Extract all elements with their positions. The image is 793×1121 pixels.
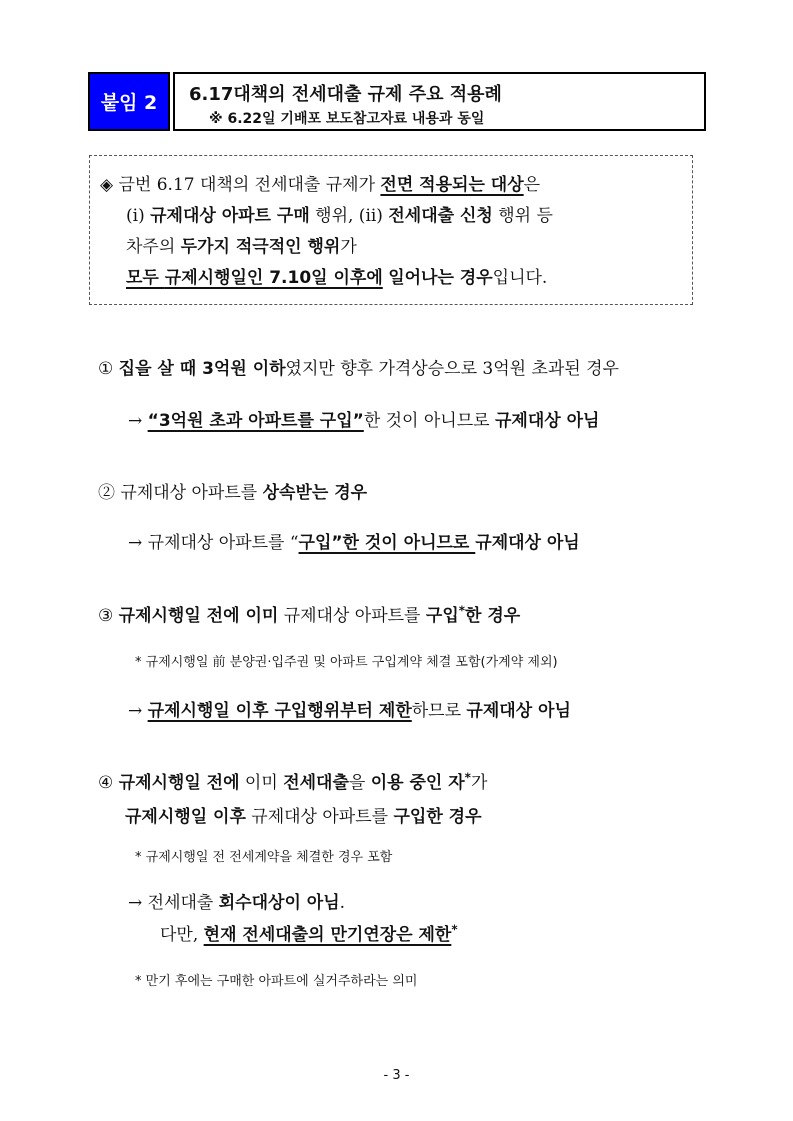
summary-text: 차주의 (126, 237, 181, 257)
case-text: 규제대상 아파트를 (278, 606, 426, 626)
summary-emphasis: 전면 적용되는 대상 (380, 175, 524, 195)
footnote-marker: * (451, 922, 458, 937)
case-4-footnote-2: * 만기 후에는 구매한 아파트에 실거주하라는 의미 (135, 974, 418, 989)
case-text: 가 (470, 773, 488, 793)
case-1-result (128, 406, 599, 431)
page-number: - 3 - (383, 1068, 410, 1083)
summary-box (89, 155, 693, 305)
summary-emphasis: 두가지 적극적인 행위 (180, 237, 341, 257)
case-text: 규제대상 아파트를 (245, 807, 394, 827)
case-2-heading (98, 478, 367, 503)
case-number: ② (98, 483, 115, 503)
case-emphasis: 상속받는 경우 (262, 483, 368, 503)
right-arrow-icon: → (128, 893, 143, 913)
case-3-footnote: * 규제시행일 前 분양권·입주권 및 아파트 구입계약 체결 포함(가계약 제외) (135, 655, 558, 670)
case-4-result-line-2 (160, 920, 458, 945)
case-text: 을 (348, 773, 371, 793)
case-3-result (128, 696, 571, 721)
case-text: 전세대출 (147, 893, 219, 913)
case-emphasis: 규제시행일 이후 구입행위부터 제한 (147, 701, 412, 721)
summary-line-2 (100, 201, 692, 232)
summary-emphasis: 일어나는 경우 (388, 268, 493, 288)
summary-text: 행위, (ii) (309, 206, 389, 226)
case-2-result (128, 528, 580, 553)
case-4-footnote-1: * 규제시행일 전 전세계약을 체결한 경우 포함 (135, 850, 393, 865)
attachment-badge: 붙임 2 (88, 72, 170, 131)
case-verdict: 규제대상 아님 (466, 701, 571, 721)
summary-text: 입니다. (492, 268, 548, 288)
case-emphasis: 규제시행일 전에 이미 (118, 606, 279, 626)
case-verdict: 규제대상 아님 (494, 411, 600, 431)
diamond-bullet-icon: ◈ (100, 175, 114, 195)
case-emphasis: 구입 (425, 606, 459, 626)
summary-line-4 (100, 263, 692, 294)
case-text: 였지만 향후 가격상승으로 3억원 초과된 경우 (285, 359, 619, 379)
case-emphasis: 규제시행일 전에 (118, 773, 240, 793)
case-number: ③ (98, 606, 114, 626)
summary-text: 은 (523, 175, 541, 195)
case-emphasis: 전세대출 (283, 773, 349, 793)
footnote-marker: * (464, 770, 471, 785)
case-3-heading (98, 601, 520, 626)
case-emphasis: 구입한 경우 (393, 807, 482, 827)
case-emphasis: 현재 전세대출의 만기연장은 제한 (203, 925, 452, 945)
case-number: ① (98, 359, 114, 379)
case-text: 규제대상 아파트를 “ (147, 533, 299, 553)
case-4-result-line-1 (128, 888, 345, 913)
case-text: 한 것이 아니므로 (363, 411, 495, 431)
case-verdict: 규제대상 아님 (475, 533, 580, 553)
summary-text: 금번 6.17 대책의 전세대출 규제가 (118, 175, 381, 195)
case-text: 하므로 (411, 701, 467, 721)
case-text: . (339, 893, 346, 913)
footnote-marker: * (458, 603, 466, 618)
summary-emphasis: 전세대출 신청 (388, 206, 493, 226)
document-subtitle: ※ 6.22일 기배포 보도참고자료 내용과 동일 (209, 111, 485, 127)
right-arrow-icon: → (128, 701, 143, 721)
case-emphasis: 이용 중인 자 (370, 773, 465, 793)
summary-emphasis: 규제시행일인 7.10일 이후에 (164, 268, 383, 288)
document-title: 6.17대책의 전세대출 규제 주요 적용례 (189, 84, 502, 105)
summary-text: (i) (126, 206, 151, 226)
case-emphasis: 규제시행일 이후 (125, 807, 246, 827)
case-text: 규제대상 아파트를 (120, 483, 263, 503)
case-text: 이미 (239, 773, 284, 793)
case-number: ④ (98, 773, 114, 793)
case-4-heading-line-1 (98, 768, 487, 793)
summary-line-3 (100, 232, 692, 263)
summary-emphasis: 모두 (126, 268, 165, 288)
case-emphasis: 구입”한 것이 아니므로 (298, 533, 476, 553)
case-emphasis: 집을 살 때 3억원 이하 (118, 359, 286, 379)
case-text: 다만, (160, 925, 204, 945)
summary-line-1 (100, 170, 692, 201)
summary-text: 행위 등 (492, 206, 553, 226)
case-1-heading (98, 354, 619, 379)
summary-text: 가 (340, 237, 357, 257)
case-emphasis: 한 경우 (465, 606, 521, 626)
case-4-heading-line-2 (125, 802, 482, 827)
summary-emphasis: 규제대상 아파트 구매 (150, 206, 310, 226)
title-box (173, 72, 706, 131)
right-arrow-icon: → (128, 533, 143, 553)
case-emphasis: “3억원 초과 아파트를 구입” (147, 411, 364, 431)
case-verdict: 회수대상이 아님 (218, 893, 340, 913)
right-arrow-icon: → (128, 411, 143, 431)
